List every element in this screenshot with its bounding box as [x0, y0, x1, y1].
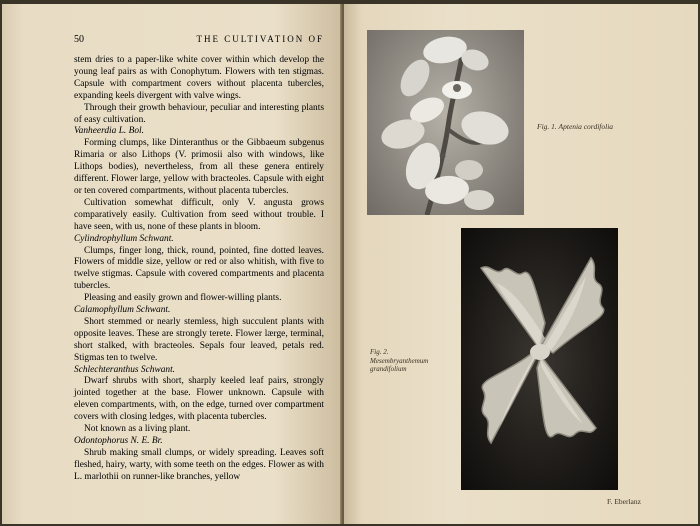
paragraph: Clumps, finger long, thick, round, pointed, fine dotted leaves. Flowers of middle size, yellow or red or also whitish, with five to twelve stigmas. Capsule with covered compartments and placenta tubercles. — [74, 245, 324, 292]
body-text — [74, 55, 324, 484]
aptenia-plant-illustration — [367, 30, 524, 215]
running-head — [74, 34, 324, 48]
genus-heading: Calamophyllum Schwant. — [74, 305, 171, 316]
genus-heading: Cylindrophyllum Schwant. — [74, 233, 174, 244]
paragraph: Cultivation somewhat difficult, only V. angusta grows comparatively easily. Cultivation from seed without trouble. I have seen, with us, none of these plants in bloom. — [74, 197, 324, 232]
genus-heading: Schlechteranthus Schwant. — [74, 364, 176, 375]
paragraph: Dwarf shrubs with short, sharply keeled leaf pairs, strongly jointed together at the base. Flower unknown. Capsule with eleven compartments, with, on the edge, turned over compartment covers with closing ledges, with placenta tubercles. — [74, 376, 324, 423]
paragraph: Through their growth behaviour, peculiar and interesting plants of easy cultivation. — [74, 102, 324, 125]
running-head-title: THE CULTIVATION OF — [196, 34, 324, 44]
paragraph: Not known as a living plant. — [84, 424, 191, 435]
paragraph: stem dries to a paper-like white cover within which develop the young leaf pairs as with Conophytum. Flowers with ten stigmas. Capsule with compartment covers without placenta tubercles, expanding keels divergent with valve wings. — [74, 55, 324, 101]
paragraph: Shrub making small clumps, or widely spreading. Leaves soft fleshed, hairy, warty, with some teeth on the edges. Flower as with L. marlothii on runner-like branches, yellow — [74, 447, 324, 482]
figure-1-photo — [367, 30, 524, 215]
genus-heading: Odontophorus N. E. Br. — [74, 436, 163, 446]
figure-2-photo — [461, 228, 618, 490]
figure-2-caption-number: Fig. 2. — [370, 348, 389, 356]
figure-2-caption-species: grandifolium — [370, 365, 407, 373]
mesembryanthemum-leaves-illustration — [461, 228, 618, 490]
figure-1-caption: Fig. 1. Aptenia cordifolia — [537, 122, 614, 131]
page-number: 50 — [74, 34, 84, 45]
photo-credit: F. Eberlanz — [607, 497, 641, 506]
paragraph: Forming clumps, like Dinteranthus or the Gibbaeum subgenus Rimaria or also Lithops (V. primosii also with windows, like Lithops bodies), nevertheless, from all these genera entirely different. Flower large, yellow with bracteoles. Capsule with eight or ten covered compartments, without placenta tubercles. — [74, 138, 324, 196]
paragraph: Short stemmed or nearly stemless, high succulent plants with opposite leaves. These are strongly terete. Flower lærge, terminal, short stalked, with bracteoles. Sepals four leaved, petals red. Stigmas ten to twelve. — [74, 316, 324, 363]
figure-2-caption-genus: Mesembryanthemum — [370, 356, 429, 365]
figure-2-caption — [370, 348, 458, 374]
genus-heading: Vanheerdia L. Bol. — [74, 126, 144, 137]
paragraph: Pleasing and easily grown and flower-willing plants. — [84, 293, 282, 304]
